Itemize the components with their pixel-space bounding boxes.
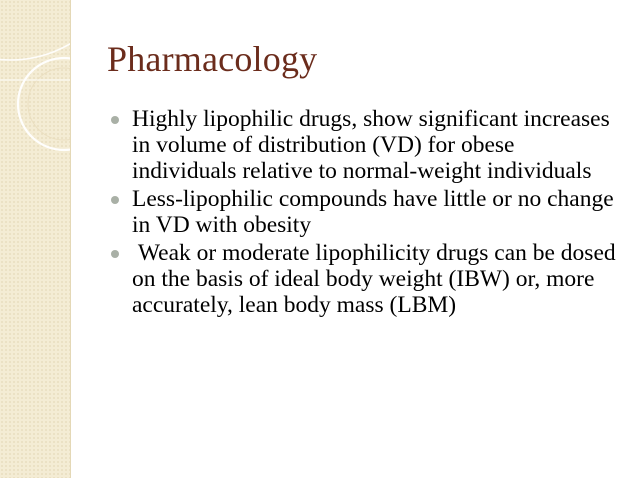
bullet-text: Highly lipophilic drugs, show significant increases in volume of distribution (VD) for obese individuals relative to normal-weight individuals [132,106,610,184]
bullet-list [108,106,622,320]
bullet-text: Less-lipophilic compounds have little or no change in VD with obesity [132,186,614,238]
bullet-item [108,186,618,238]
bullet-item [108,106,618,184]
bullet-dot-icon [111,196,119,204]
bullet-dot-icon [111,250,119,258]
bullet-text: Weak or moderate lipophilicity drugs can be dosed on the basis of ideal body weight (IBW) or, more accurately, lean body mass (LBM) [132,240,622,318]
slide-title: Pharmacology [107,39,318,79]
bullet-dot-icon [111,116,119,124]
decorative-circles [0,0,70,478]
bullet-item [108,240,622,318]
decorative-side-band [0,0,71,478]
